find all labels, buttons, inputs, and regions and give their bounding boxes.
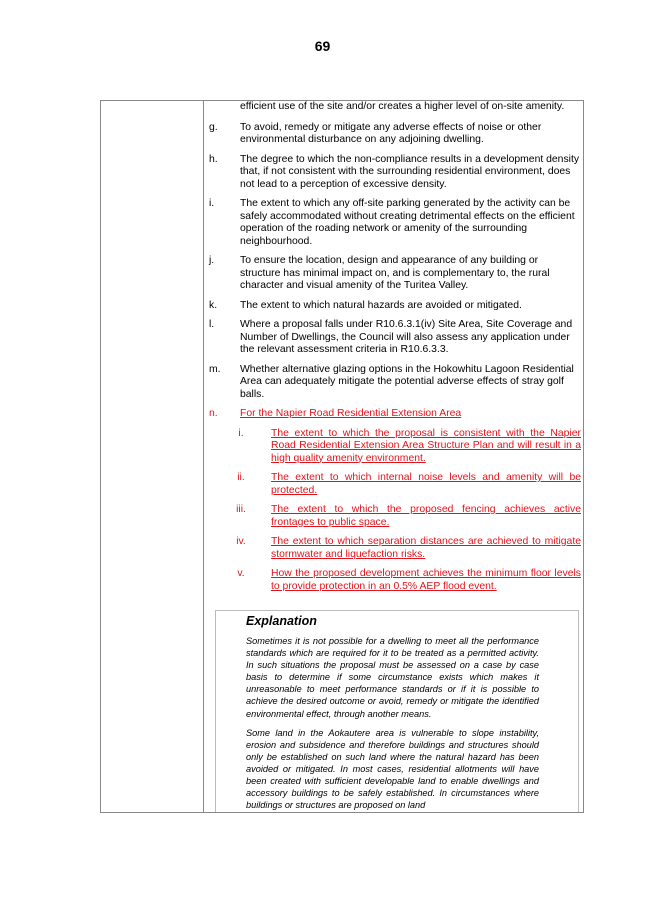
sub-item: [209, 428, 581, 466]
sub-item: [209, 472, 581, 497]
sub-item: [209, 536, 581, 561]
list-item: [209, 364, 581, 402]
item-text: Where a proposal falls under R10.6.3.1(iv) Site Area, Site Coverage and Number of Dwellings, the Council will also assess any application under the relevant assessment criteria in R10.6.3.3.: [240, 319, 573, 355]
sub-item-label: v.: [237, 568, 245, 579]
explanation-box: [215, 610, 579, 813]
page-number: 69: [314, 38, 331, 54]
sub-item-text: The extent to which the proposed fencing achieves active frontages to public space.: [271, 504, 581, 528]
item-label: n.: [209, 408, 218, 419]
sub-item-text: The extent to which internal noise levels and amenity will be protected.: [271, 472, 581, 496]
sub-item-text: How the proposed development achieves the minimum floor levels to provide protection in an 0.5% AEP flood event.: [271, 568, 581, 592]
item-text: The degree to which the non-compliance results in a development density that, if not consistent with the surrounding residential environment, does not lead to a perception of excessive density.: [240, 153, 580, 190]
explanation-body: [246, 635, 539, 813]
sub-item: [209, 568, 581, 593]
item-label: h.: [209, 153, 218, 165]
explanation-paragraph: Sometimes it is not possible for a dwelling to meet all the performance standards which are required for it to be treated as a permitted activity. In such situations the proposal must be assessed on a case by case basis to determine if some circumstance exists which makes it unreasonable to meet performance standards or if it is possible to achieve the desired outcome or avoid, remedy or mitigate the identified environmental effect, through another means.: [246, 636, 539, 719]
list-item: [209, 198, 581, 248]
explanation-title: Explanation: [246, 614, 317, 628]
item-text: The extent to which natural hazards are avoided or mitigated.: [240, 299, 522, 311]
list-item: [209, 255, 581, 293]
item-label: m.: [209, 363, 221, 375]
item-label: k.: [209, 299, 218, 311]
sub-item: [209, 504, 581, 529]
criteria-table: [100, 100, 584, 813]
explanation-paragraph: Some land in the Aokautere area is vulnerable to slope instability, erosion and subsidence and therefore buildings and structures should only be established on such land where the natural hazard has been avoided or mitigated. In most cases, residential allotments will have been created with sufficient developable land to enable dwellings and accessory buildings to be safely established. In circumstances where buildings or structures are proposed on land: [246, 727, 539, 811]
item-text: To avoid, remedy or mitigate any adverse effects of noise or other environmental disturbance on any adjoining dwelling.: [240, 121, 542, 145]
list-item: [209, 319, 581, 357]
sub-item-text: The extent to which the proposal is consistent with the Napier Road Residential Extension Area Structure Plan and will result in a high quality amenity environment.: [271, 427, 581, 464]
sub-item-label: iv.: [236, 536, 246, 547]
item-label: l.: [209, 319, 215, 330]
continued-text: efficient use of the site and/or creates a higher level of on-site amenity.: [240, 101, 565, 112]
list-item: [209, 300, 581, 313]
item-text: Whether alternative glazing options in the Hokowhitu Lagoon Residential Area can adequately mitigate the potential adverse effects of stray golf balls.: [240, 363, 574, 400]
sub-item-label: ii.: [237, 472, 245, 483]
column-divider: [203, 101, 204, 812]
sub-item-label: iii.: [236, 504, 246, 515]
criteria-list: [209, 101, 581, 600]
item-text: To ensure the location, design and appearance of any building or structure has minimal impact on, and is complementary to, the rural character and visual amenity of the Turitea Valley.: [240, 255, 550, 291]
item-label: g.: [209, 121, 218, 133]
item-text: [240, 408, 581, 421]
item-label: i.: [209, 198, 215, 209]
sub-item-text: The extent to which separation distances are achieved to mitigate stormwater and liquefaction risks.: [271, 536, 581, 560]
item-text: The extent to which any off-site parking generated by the activity can be safely accommodated without creating detrimental effects on the efficient operation of the roading network or amenity of the surrounding neighbourhood.: [240, 198, 575, 247]
list-item: [209, 154, 581, 192]
item-heading: For the Napier Road Residential Extension Area: [240, 408, 462, 419]
list-item: [209, 122, 581, 147]
item-label: j.: [209, 255, 215, 266]
list-item-napier-road: [209, 408, 581, 421]
sub-item-label: i.: [238, 427, 244, 439]
